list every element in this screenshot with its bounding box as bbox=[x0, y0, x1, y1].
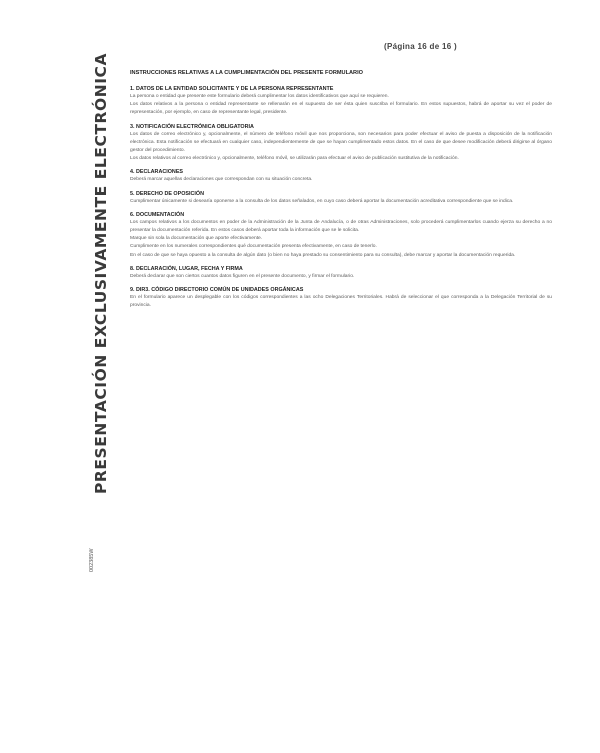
section-heading: 3. NOTIFICACIÓN ELECTRÓNICA OBLIGATORIA bbox=[130, 123, 254, 130]
form-code: 002385W bbox=[89, 548, 95, 572]
page-number: (Página 16 de 16 ) bbox=[384, 42, 457, 51]
section-declaration-signature bbox=[130, 266, 552, 281]
section-body: Deberá marcar aquellas declaraciones que correspondan con su situación concreta. bbox=[130, 177, 313, 183]
section-dir3-code bbox=[130, 287, 552, 310]
section-body: Deberá declarar que son ciertos cuantos datos figuren en el presente documento, y firmar el formulario. bbox=[130, 273, 355, 279]
section-body: En el formulario aparece un desplegable con los códigos correspondientes a las ocho Delegaciones Territoriales. Habrá de seleccionar el que corresponda a la Delegación Territorial de su provincia. bbox=[130, 295, 552, 309]
section-body: Los campos relativos a los documentos en poder de la Administración de la Junta de Andalucía, o de otras Administraciones, solo procederá cumplimentarlos cuando ejerza su derecho a no presentar la documentación referida. En estos casos deberá aportar toda la información que se le solicita. Marque sin sola la documentación que aporte efectivamente. Cumplimente en los numerales correspondientes qué documentación presenta efectivamente, en caso de tenerlo. En el caso de que se haya opuesto a la consulta de algún dato (o bien no haya prestado su consentimiento para su consulta), debe marcar y aportar la documentación requerida. bbox=[130, 219, 552, 258]
section-body: Cumplimentar únicamente si desearía oponerse a la consulta de los datos señalados, en cuyo caso deberá aportar la documentación acreditativa correspondiente que se indica. bbox=[130, 198, 514, 204]
section-electronic-notification bbox=[130, 124, 552, 164]
section-heading: 6. DOCUMENTACIÓN bbox=[130, 211, 185, 218]
section-heading: 4. DECLARACIONES bbox=[130, 169, 184, 176]
document-title: INSTRUCCIONES RELATIVAS A LA CUMPLIMENTACIÓN DEL PRESENTE FORMULARIO bbox=[130, 70, 363, 76]
section-heading: 9. DIR3. CÓDIGO DIRECTORIO COMÚN DE UNIDADES ORGÁNICAS bbox=[130, 287, 304, 294]
section-body: La persona o entidad que presente este formulario deberá cumplimentar los datos identificativos que aquí se requieren. Los datos relativos a la persona o entidad representante se rellenarán en el supuesto de ser ésta quien suscriba el formulario. En estos supuestos, habrá de aportar su vez el poder de representación, por ejemplo, en caso de representante legal, presidente. bbox=[130, 94, 552, 116]
electronic-submission-banner: PRESENTACIÓN EXCLUSIVAMENTE ELECTRÓNICA bbox=[92, 52, 110, 494]
instructions-content bbox=[130, 70, 552, 316]
section-heading: 5. DERECHO DE OPOSICIÓN bbox=[130, 190, 204, 197]
section-applicant-data bbox=[130, 86, 552, 118]
section-heading: 1. DATOS DE LA ENTIDAD SOLICITANTE Y DE LA PERSONA REPRESENTANTE bbox=[130, 86, 334, 92]
section-declarations bbox=[130, 169, 552, 184]
section-right-of-opposition bbox=[130, 191, 552, 206]
section-documentation bbox=[130, 212, 552, 260]
section-heading: 8. DECLARACIÓN, LUGAR, FECHA Y FIRMA bbox=[130, 265, 243, 272]
section-body: Los datos de correo electrónico y, opcionalmente, el número de teléfono móvil que nos proporciona, son necesarios para poder efectuar el aviso de puesta a disposición de la notificación electrónica. Esta notificación se efectuará en cualquier caso, independientemente de que se hayan cumplimentado estos datos. En el caso de que desee modificación deberá dirigirse al órgano gestor del procedimiento. Los datos relativos al correo electrónico y, opcionalmente, teléfono móvil, se utilizarán para efectuar el aviso de publicación sustitutiva de la notificación. bbox=[130, 131, 552, 162]
